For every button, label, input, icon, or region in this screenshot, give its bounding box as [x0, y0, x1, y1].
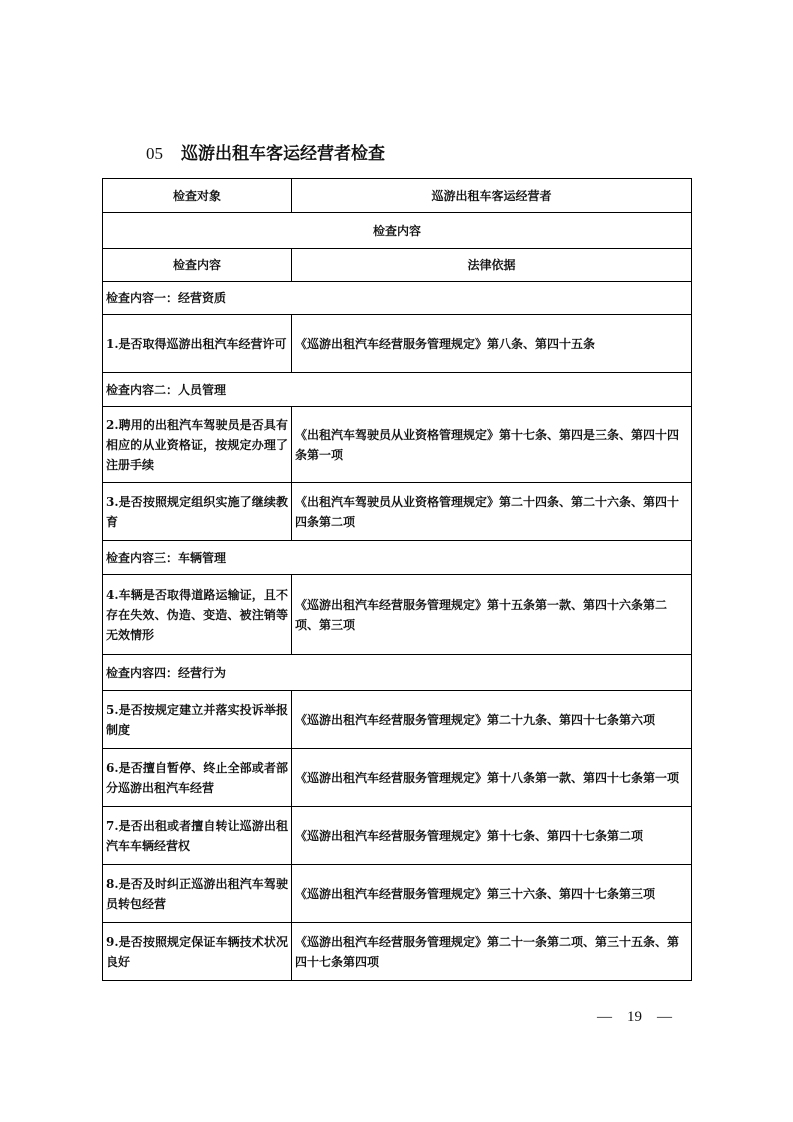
basis-cell: 《巡游出租汽车经营服务管理规定》第三十六条、第四十七条第三项 — [292, 865, 692, 923]
column-header-row — [103, 249, 692, 282]
item-cell: 9.是否按照规定保证车辆技术状况良好 — [103, 923, 292, 981]
content-title-cell: 检查内容 — [103, 213, 692, 249]
item-cell: 7.是否出租或者擅自转让巡游出租汽车车辆经营权 — [103, 807, 292, 865]
col-header-basis: 法律依据 — [292, 249, 692, 282]
section-title-cell: 检查内容四：经营行为 — [103, 655, 692, 691]
item-cell: 8.是否及时纠正巡游出租汽车驾驶员转包经营 — [103, 865, 292, 923]
col-header-content: 检查内容 — [103, 249, 292, 282]
item-cell: 1.是否取得巡游出租汽车经营许可 — [103, 315, 292, 373]
basis-cell: 《巡游出租汽车经营服务管理规定》第十五条第一款、第四十六条第二项、第三项 — [292, 575, 692, 655]
table-row — [103, 807, 692, 865]
basis-cell: 《巡游出租汽车经营服务管理规定》第二十九条、第四十七条第六项 — [292, 691, 692, 749]
page-number: — 19 — — [597, 1009, 673, 1025]
section-title: 巡游出租车客运经营者检查 — [181, 144, 385, 164]
object-row — [103, 179, 692, 213]
section-row — [103, 655, 692, 691]
item-cell: 5.是否按规定建立并落实投诉举报制度 — [103, 691, 292, 749]
table-row — [103, 407, 692, 483]
section-title-cell: 检查内容三：车辆管理 — [103, 541, 692, 575]
table-row — [103, 923, 692, 981]
content-title-row — [103, 213, 692, 249]
table-row — [103, 691, 692, 749]
table-row — [103, 315, 692, 373]
basis-cell: 《巡游出租汽车经营服务管理规定》第十八条第一款、第四十七条第一项 — [292, 749, 692, 807]
item-cell: 6.是否擅自暂停、终止全部或者部分巡游出租汽车经营 — [103, 749, 292, 807]
item-cell: 3.是否按照规定组织实施了继续教育 — [103, 483, 292, 541]
table-row — [103, 483, 692, 541]
basis-cell: 《出租汽车驾驶员从业资格管理规定》第二十四条、第二十六条、第四十四条第二项 — [292, 483, 692, 541]
section-row — [103, 541, 692, 575]
object-value-cell: 巡游出租车客运经营者 — [292, 179, 692, 213]
object-label-cell: 检查对象 — [103, 179, 292, 213]
basis-cell: 《巡游出租汽车经营服务管理规定》第八条、第四十五条 — [292, 315, 692, 373]
table-row — [103, 749, 692, 807]
section-title-cell: 检查内容一：经营资质 — [103, 282, 692, 315]
section-row — [103, 373, 692, 407]
basis-cell: 《巡游出租汽车经营服务管理规定》第十七条、第四十七条第二项 — [292, 807, 692, 865]
inspection-table — [102, 178, 692, 981]
table-row — [103, 575, 692, 655]
basis-cell: 《巡游出租汽车经营服务管理规定》第二十一条第二项、第三十五条、第四十七条第四项 — [292, 923, 692, 981]
table-row — [103, 865, 692, 923]
item-cell: 4.车辆是否取得道路运输证，且不存在失效、伪造、变造、被注销等无效情形 — [103, 575, 292, 655]
item-cell: 2.聘用的出租汽车驾驶员是否具有相应的从业资格证，按规定办理了注册手续 — [103, 407, 292, 483]
basis-cell: 《出租汽车驾驶员从业资格管理规定》第十七条、第四是三条、第四十四条第一项 — [292, 407, 692, 483]
section-heading — [146, 139, 385, 164]
section-title-cell: 检查内容二：人员管理 — [103, 373, 692, 407]
section-row — [103, 282, 692, 315]
section-number: 05 — [146, 144, 163, 163]
